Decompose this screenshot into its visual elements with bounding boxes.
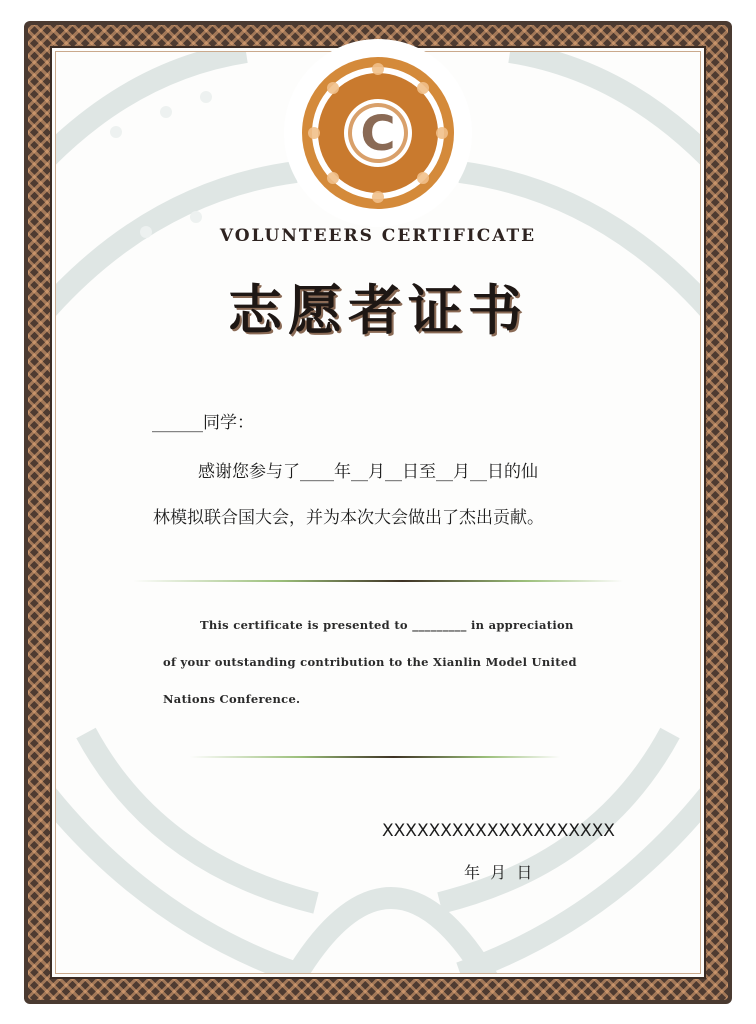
divider-bottom xyxy=(190,756,560,758)
certificate-title-cn: 志愿者证书 xyxy=(228,278,528,342)
ornamental-rosette-seal-icon xyxy=(283,38,473,228)
recipient-greeting: ______同学： xyxy=(152,413,254,433)
body-text-en-line-3: Nations Conference. xyxy=(163,692,301,706)
signature-placeholder: XXXXXXXXXXXXXXXXXXXX xyxy=(382,821,615,841)
body-text-en-line-2: of your outstanding contribution to the Xianlin Model United xyxy=(163,655,577,669)
issue-date: 年 月 日 xyxy=(464,863,533,882)
body-text-cn-line-1: 感谢您参与了____年__月__日至__月__日的仙 xyxy=(198,462,538,482)
body-text-cn-line-2: 林模拟联合国大会，并为本次大会做出了杰出贡献。 xyxy=(153,508,544,528)
divider-top xyxy=(133,580,623,582)
body-text-en-line-1: This certificate is presented to _________ in appreciation xyxy=(200,618,574,632)
certificate-title-en: VOLUNTEERS CERTIFICATE xyxy=(219,226,537,246)
seal-letter: C xyxy=(360,106,396,162)
